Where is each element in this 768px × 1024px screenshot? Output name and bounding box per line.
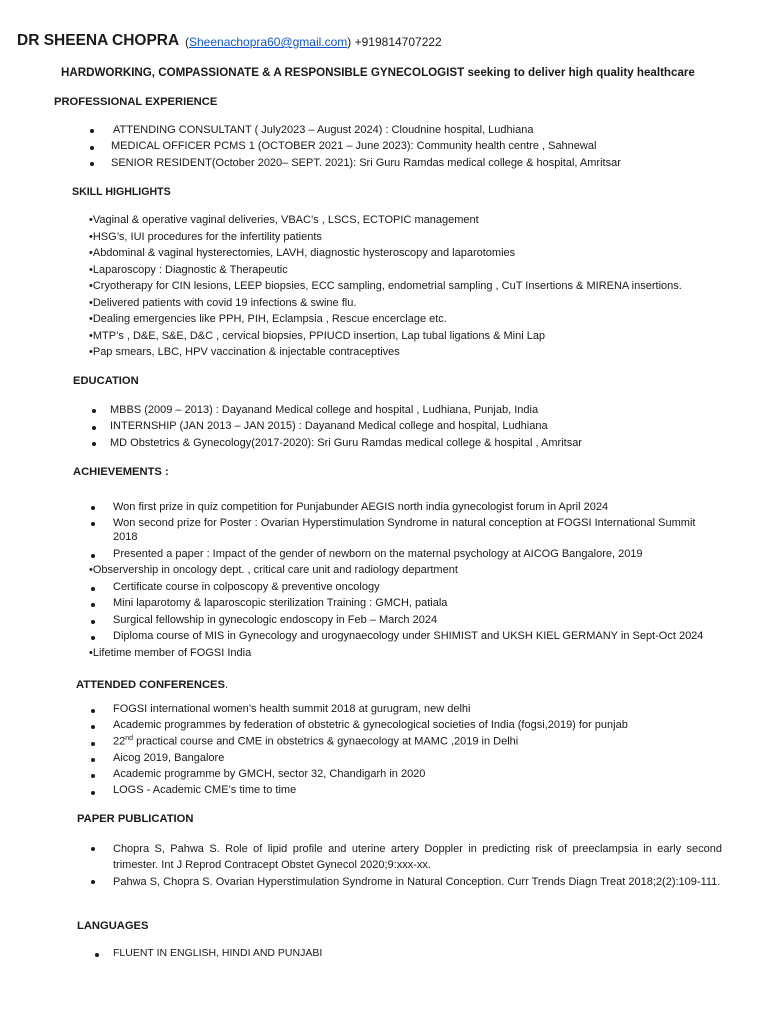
list-item: •Laparoscopy : Diagnostic & Therapeutic [89, 264, 288, 276]
contact-line: (Sheenachopra60@gmail.com) +919814707222 [185, 35, 442, 49]
section-title-experience: PROFESSIONAL EXPERIENCE [54, 96, 218, 108]
list-item: •Dealing emergencies like PPH, PIH, Eclampsia , Rescue encerclage etc. [89, 313, 447, 325]
list-item: FOGSI international women’s health summit 2018 at gurugram, new delhi [113, 703, 471, 715]
list-item: MEDICAL OFFICER PCMS 1 (OCTOBER 2021 – June 2023): Community health centre , Sahnewal [111, 140, 597, 152]
bullet-icon [91, 880, 95, 884]
section-title-conferences: ATTENDED CONFERENCES. [76, 679, 229, 691]
bullet-icon [91, 774, 95, 778]
list-item: Presented a paper : Impact of the gender of newborn on the maternal psychology at AICOG Bangalore, 2019 [113, 548, 643, 560]
section-title-achievements: ACHIEVEMENTS : [73, 466, 169, 478]
list-item: Academic programmes by federation of obstetric & gynecological societies of India (fogsi,2019) for punjab [113, 719, 628, 731]
list-item: Certificate course in colposcopy & preventive oncology [113, 581, 380, 593]
list-item: •Abdominal & vaginal hysterectomies, LAVH, diagnostic hysteroscopy and laparotomies [89, 247, 516, 259]
list-item: •HSG’s, IUI procedures for the infertility patients [89, 231, 322, 243]
bullet-icon [90, 162, 94, 166]
bullet-icon [91, 725, 95, 729]
bullet-icon [91, 603, 95, 607]
list-item: Mini laparotomy & laparoscopic sterilization Training : GMCH, patiala [113, 597, 448, 609]
list-item: Diploma course of MIS in Gynecology and urogynaecology under SHIMIST and UKSH KIEL GERMANY in Sept-Oct 2024 [113, 630, 704, 642]
objective-statement: HARDWORKING, COMPASSIONATE & A RESPONSIBLE GYNECOLOGIST seeking to deliver high quality healthcare [61, 66, 695, 79]
publication-item: Chopra S, Pahwa S. Role of lipid profile and uterine artery Doppler in predicting risk of preeclampsia in early second trimester. Int J Reprod Contracept Obstet Gynecol 2020;9:xxx-xx. [113, 843, 722, 871]
section-title-education: EDUCATION [73, 375, 139, 387]
bullet-icon [91, 791, 95, 795]
list-item: Aicog 2019, Bangalore [113, 752, 225, 764]
list-item: Surgical fellowship in gynecologic endoscopy in Feb – March 2024 [113, 614, 438, 626]
section-title-skills: SKILL HIGHLIGHTS [72, 186, 171, 198]
bullet-icon [91, 636, 95, 640]
list-item: •Pap smears, LBC, HPV vaccination & injectable contraceptives [89, 346, 400, 358]
bullet-icon [92, 409, 96, 413]
list-item: MD Obstetrics & Gynecology(2017-2020): Sri Guru Ramdas medical college & hospital , Amritsar [110, 437, 582, 449]
list-item: ATTENDING CONSULTANT ( July2023 – August 2024) : Cloudnine hospital, Ludhiana [113, 124, 534, 136]
bullet-icon [91, 620, 95, 624]
bullet-icon [92, 442, 96, 446]
phone-number: +919814707222 [354, 35, 442, 49]
bullet-icon [91, 554, 95, 558]
list-item: FLUENT IN ENGLISH, HINDI AND PUNJABI [113, 947, 323, 959]
list-item: Academic programme by GMCH, sector 32, Chandigarh in 2020 [113, 768, 426, 780]
bullet-icon [91, 742, 95, 746]
publication-item: Pahwa S, Chopra S. Ovarian Hyperstimulation Syndrome in Natural Conception. Curr Trends Diagn Treat 2018;2(2):109-111. [113, 876, 721, 888]
list-item: •MTP’s , D&E, S&E, D&C , cervical biopsies, PPIUCD insertion, Lap tubal ligations & Mini Lap [89, 330, 546, 342]
bullet-icon [90, 129, 94, 133]
bullet-icon [91, 587, 95, 591]
list-item: •Delivered patients with covid 19 infections & swine flu. [89, 297, 357, 309]
section-title-publications: PAPER PUBLICATION [77, 813, 194, 825]
candidate-name: DR SHEENA CHOPRA [17, 32, 180, 49]
list-item: Won first prize in quiz competition for Punjabunder AEGIS north india gynecologist forum in April 2024 [113, 501, 609, 513]
bullet-icon [92, 426, 96, 430]
list-item: •Observership in oncology dept. , critical care unit and radiology department [89, 564, 458, 576]
list-item: •Lifetime member of FOGSI India [89, 647, 252, 659]
list-item: INTERNSHIP (JAN 2013 – JAN 2015) : Dayanand Medical college and hospital, Ludhiana [110, 420, 548, 432]
list-item: •Vaginal & operative vaginal deliveries, VBAC’s , LSCS, ECTOPIC management [89, 214, 479, 226]
list-item: SENIOR RESIDENT(October 2020– SEPT. 2021): Sri Guru Ramdas medical college & hospital, Amritsar [111, 157, 621, 169]
list-item: Won second prize for Poster : Ovarian Hyperstimulation Syndrome in natural conception at FOGSI International Summit [113, 517, 696, 529]
list-item: •Cryotherapy for CIN lesions, LEEP biopsies, ECC sampling, endometrial sampling , CuT Insertions & MIRENA insertions. [89, 280, 682, 292]
list-item: MBBS (2009 – 2013) : Dayanand Medical college and hospital , Ludhiana, Punjab, India [110, 404, 539, 416]
list-item: 22nd practical course and CME in obstetrics & gynaecology at MAMC ,2019 in Delhi [113, 735, 519, 748]
bullet-icon [91, 847, 95, 851]
bullet-icon [91, 506, 95, 510]
email-link[interactable]: Sheenachopra60@gmail.com [189, 35, 348, 49]
section-title-languages: LANGUAGES [77, 920, 149, 932]
list-item-continuation: 2018 [113, 531, 138, 543]
bullet-icon [91, 522, 95, 526]
bullet-icon [91, 758, 95, 762]
bullet-icon [90, 146, 94, 150]
bullet-icon [91, 709, 95, 713]
list-item: LOGS - Academic CME’s time to time [113, 784, 297, 796]
bullet-icon [95, 953, 99, 957]
